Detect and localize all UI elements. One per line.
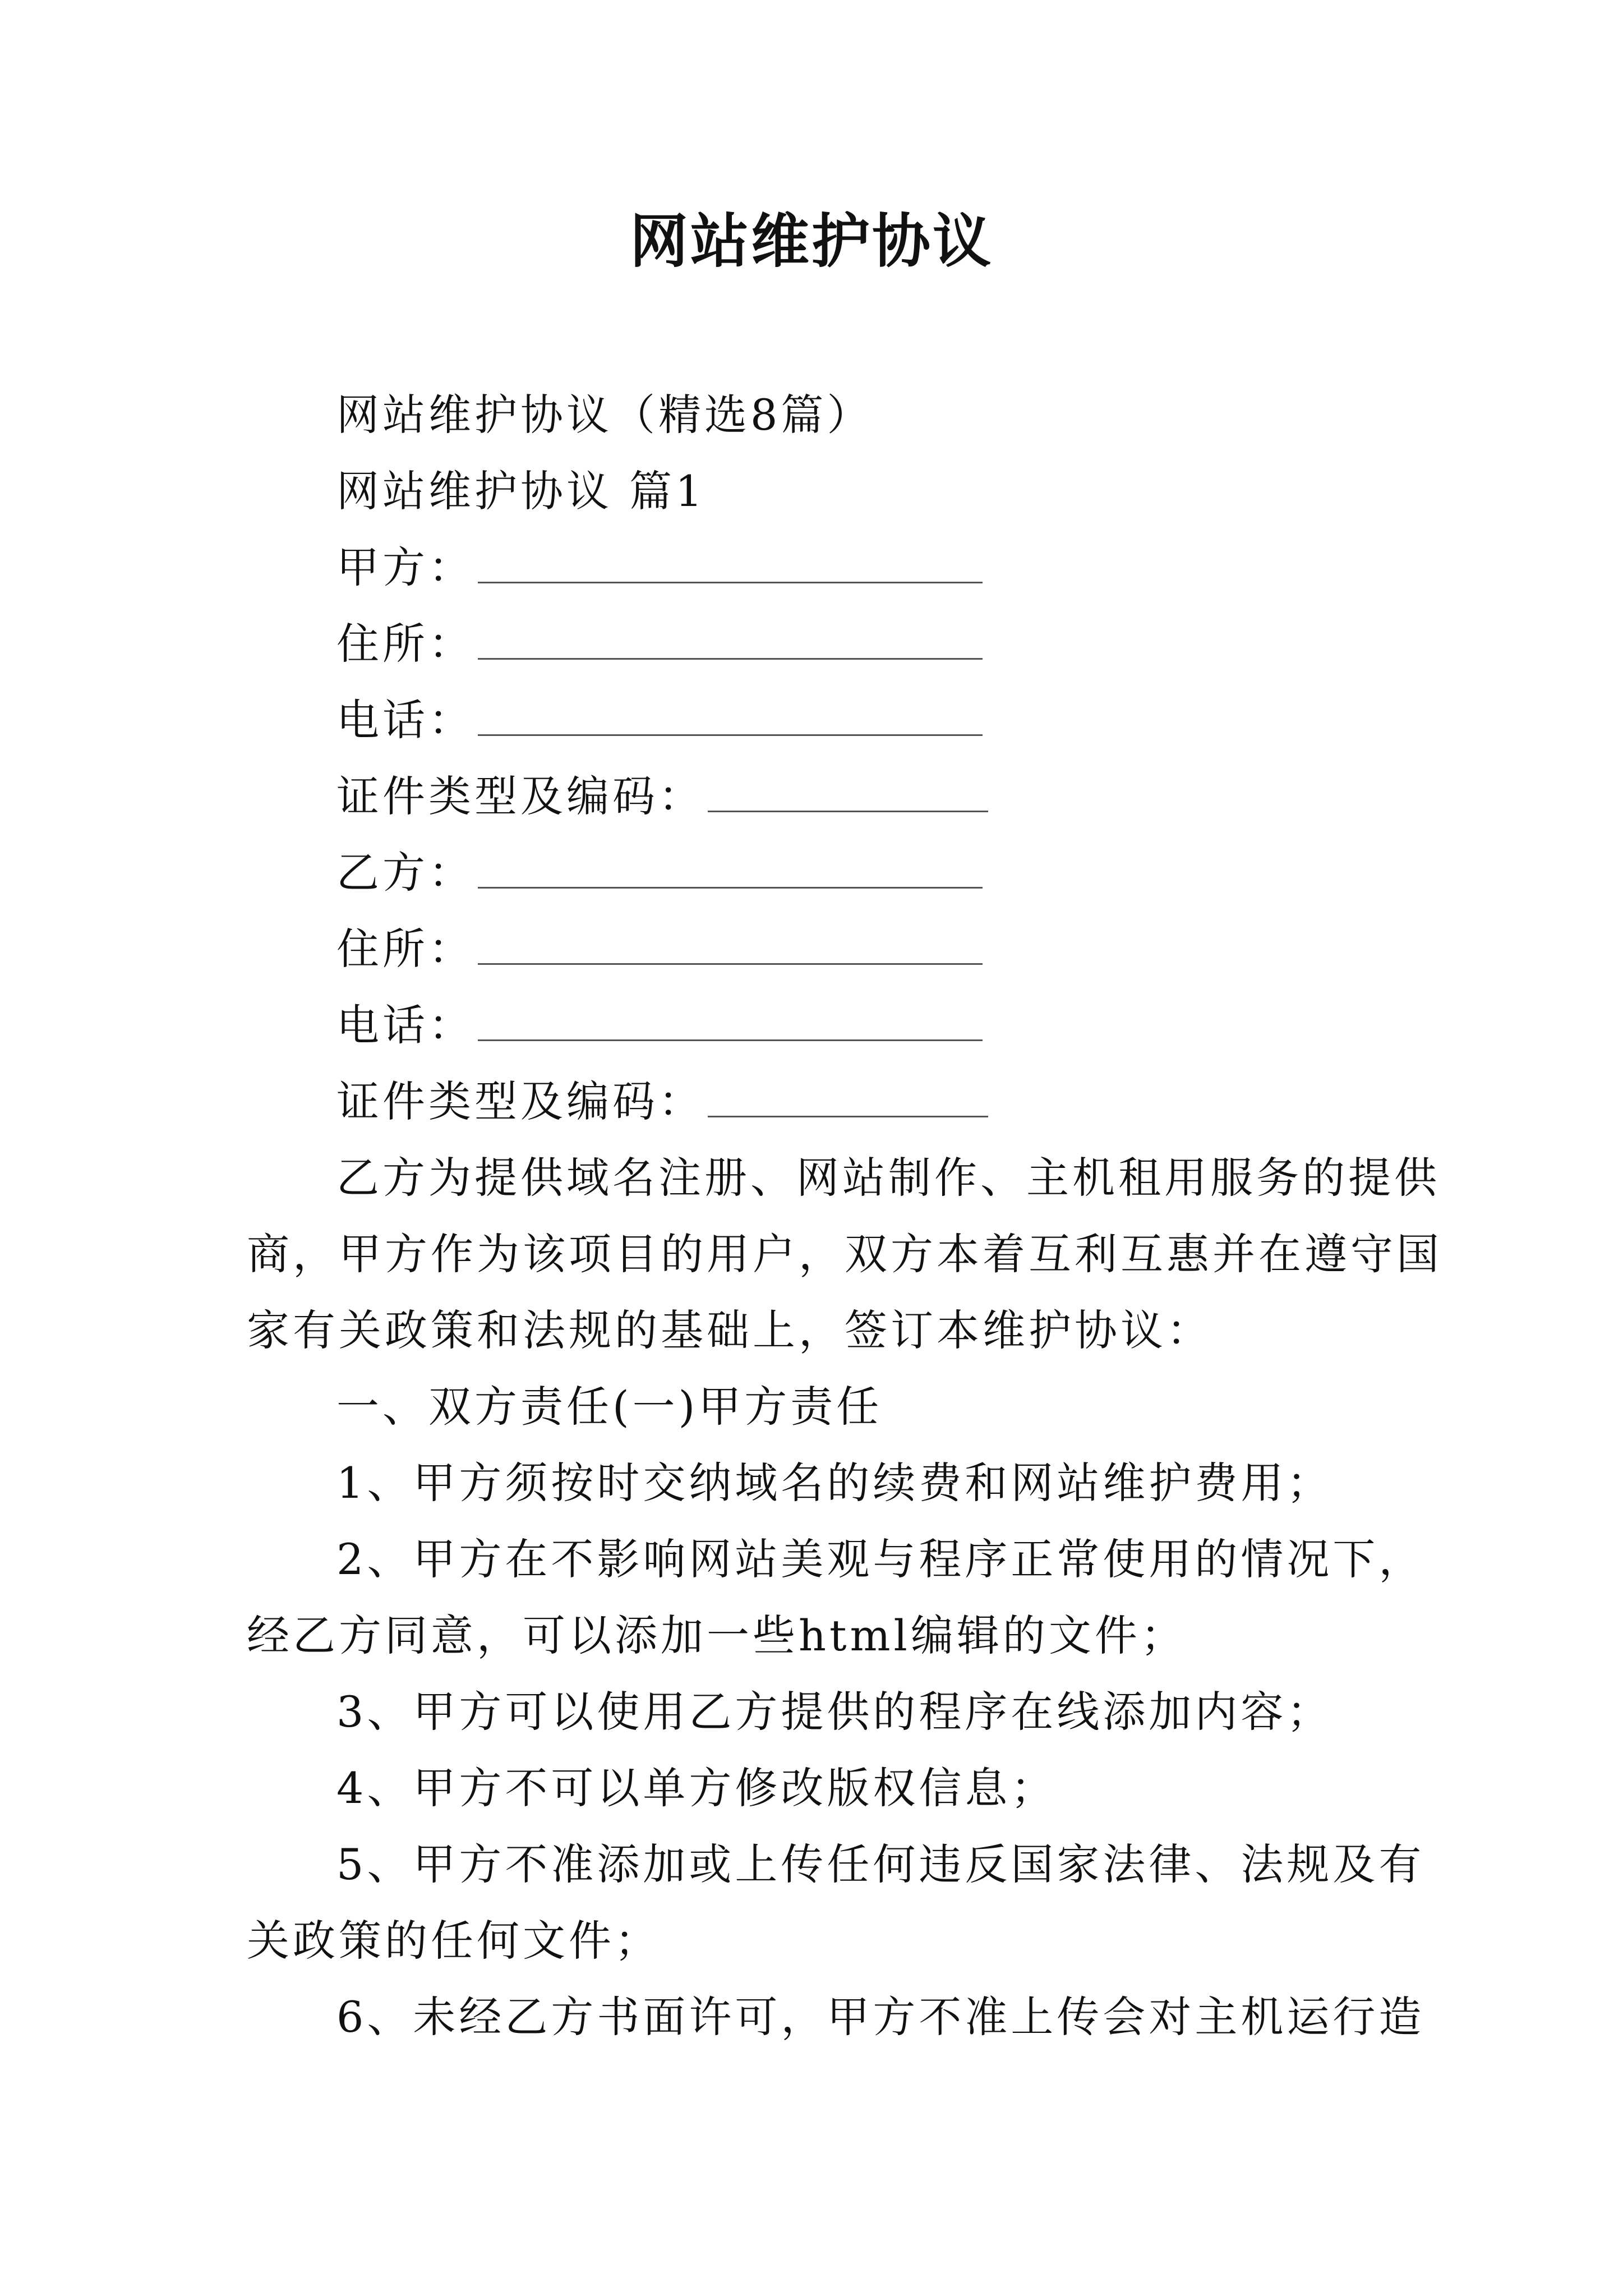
party-b-address-blank	[478, 963, 983, 965]
party-a-id-blank	[708, 811, 988, 812]
clause-line: 6、未经乙方书面许可，甲方不准上传会对主机运行造	[336, 1992, 1425, 2042]
party-b-id-field	[336, 1074, 988, 1130]
clause-heading: 一、双方责任(一)甲方责任	[336, 1382, 883, 1432]
party-b-name-field	[336, 845, 983, 901]
party-a-address-label: 住所：	[336, 619, 474, 669]
party-b-phone-field	[336, 997, 983, 1053]
party-b-address-label: 住所：	[336, 924, 474, 974]
clause-line: 关政策的任何文件；	[247, 1916, 661, 1966]
clause-line: 5、甲方不准添加或上传任何违反国家法律、法规及有	[336, 1839, 1425, 1889]
clause-line: 3、甲方可以使用乙方提供的程序在线添加内容；	[336, 1687, 1333, 1737]
party-a-id-field	[336, 769, 988, 825]
clause-line: 1、甲方须按时交纳域名的续费和网站维护费用；	[336, 1458, 1333, 1508]
intro-line: 家有关政策和法规的基础上，签订本维护协议：	[247, 1305, 1212, 1355]
document-title: 网站维护协议	[629, 206, 993, 275]
party-a-phone-field	[336, 692, 983, 748]
party-a-name-blank	[478, 582, 983, 583]
document-subtitle: 网站维护协议（精选8篇）	[336, 390, 873, 440]
clause-line: 4、甲方不可以单方修改版权信息；	[336, 1763, 1057, 1813]
clause-line: 经乙方同意，可以添加一些html编辑的文件；	[247, 1611, 1187, 1660]
clause-line: 2、甲方在不影响网站美观与程序正常使用的情况下，	[336, 1534, 1425, 1584]
party-b-label: 乙方：	[336, 848, 474, 898]
party-b-id-label: 证件类型及编码：	[336, 1076, 704, 1126]
party-a-address-field	[336, 616, 983, 672]
party-b-id-blank	[708, 1116, 988, 1117]
party-a-label: 甲方：	[336, 542, 474, 592]
party-a-id-label: 证件类型及编码：	[336, 771, 704, 821]
party-a-name-field	[336, 540, 983, 596]
party-b-name-blank	[478, 887, 983, 889]
party-a-phone-label: 电话：	[336, 695, 474, 745]
section-heading: 网站维护协议 篇1	[336, 466, 706, 516]
intro-line: 乙方为提供域名注册、网站制作、主机租用服务的提供	[336, 1153, 1440, 1203]
party-a-phone-blank	[478, 734, 983, 736]
party-b-phone-blank	[478, 1039, 983, 1041]
party-a-address-blank	[478, 658, 983, 660]
party-b-address-field	[336, 921, 983, 977]
intro-line: 商，甲方作为该项目的用户，双方本着互利互惠并在遵守国	[247, 1229, 1442, 1279]
party-b-phone-label: 电话：	[336, 1000, 474, 1050]
